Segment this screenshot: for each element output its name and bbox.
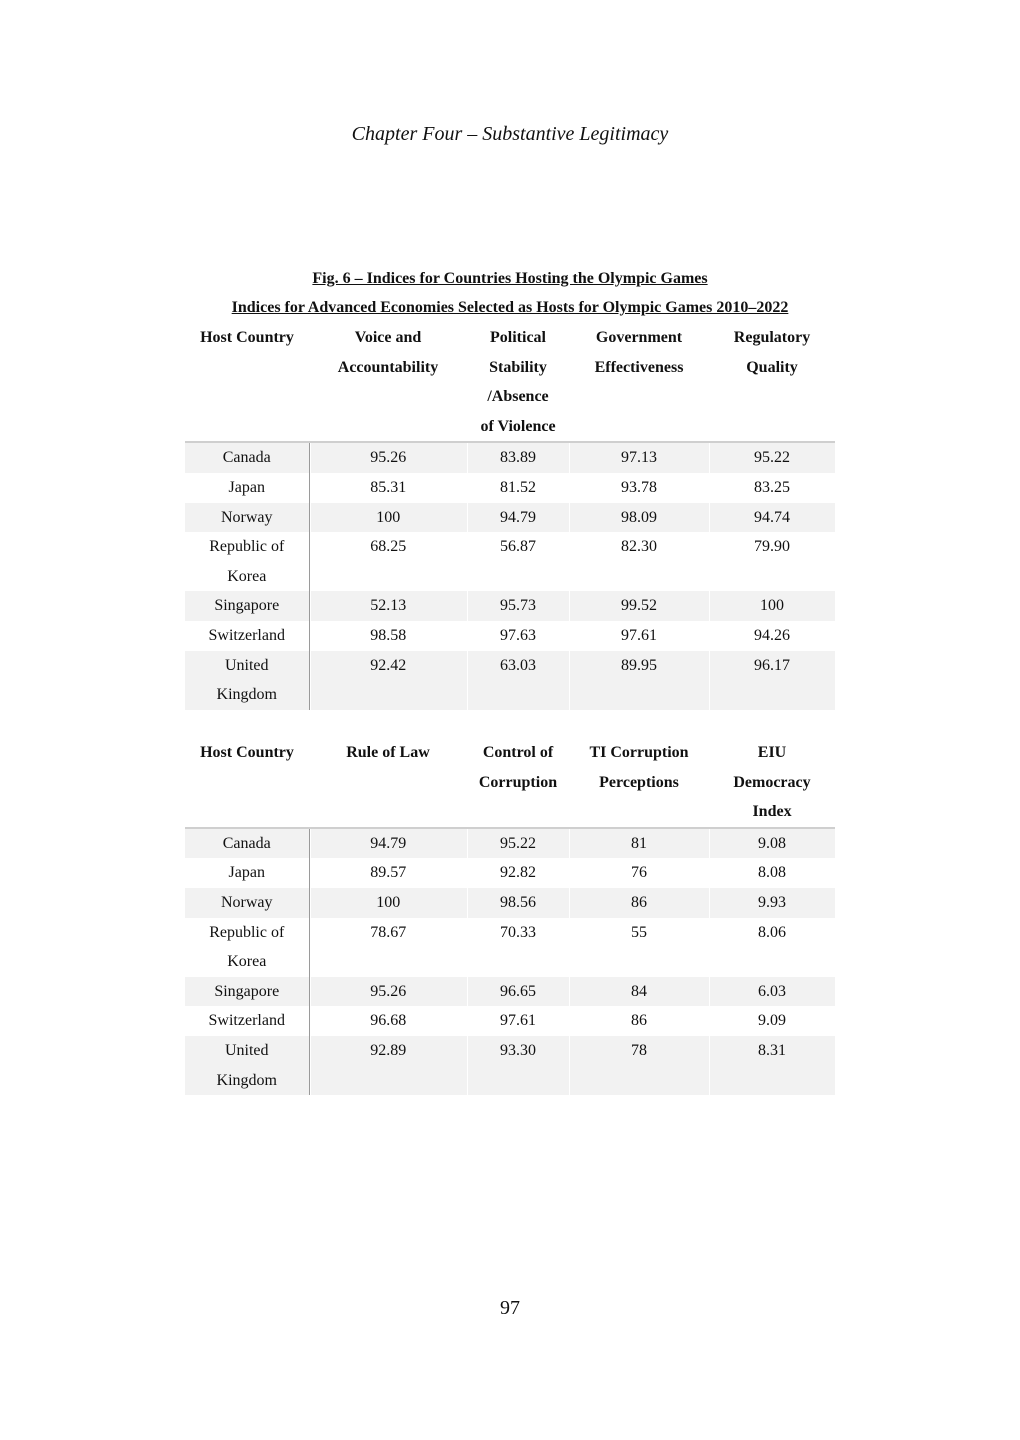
country-name-line: Korea [227,953,267,971]
column-header [709,323,835,442]
value-cell: 83.25 [754,478,790,496]
table-row [185,858,835,888]
country-cell [185,918,309,977]
value-cell: 95.73 [467,591,569,621]
column-header-line: Effectiveness [594,358,684,376]
value-cell: 9.08 [709,828,835,859]
value-cell: 86 [569,888,709,918]
value-cell: 78.67 [370,923,407,941]
column-header-line: Democracy [733,773,811,791]
country-cell [185,858,309,888]
country-name-line: Kingdom [216,686,277,704]
column-header [309,323,467,442]
value-cell: 85.31 [370,478,407,496]
value-cell: 94.79 [467,503,569,533]
value-cell: 56.87 [500,538,536,556]
country-cell [185,1036,309,1095]
table-row [185,503,835,533]
country-cell [185,473,309,503]
table-row [185,651,835,710]
column-header-line: Political [490,329,546,346]
value-cell: 92.82 [500,864,536,882]
value-cell: 95.22 [467,828,569,859]
value-cell: 52.13 [309,591,467,621]
country-name-line: Switzerland [208,1012,285,1030]
column-header-line: Stability [489,358,547,376]
value-cell: 84 [569,977,709,1007]
value-cell: 98.58 [370,626,407,644]
column-header-line: of Violence [480,417,556,435]
country-name-line: Norway [220,508,273,526]
country-name-line: Kingdom [216,1071,277,1089]
value-cell: 95.26 [309,442,467,473]
page-number: 97 [500,1297,520,1319]
value-cell: 78 [569,1036,709,1095]
header-row [185,323,835,442]
value-cell: 95.22 [709,442,835,473]
value-cell: 8.06 [758,923,786,941]
indices-table-1 [185,323,835,710]
column-header-line: Government [595,329,683,346]
figure-title: Fig. 6 – Indices for Countries Hosting the Olympic Games [312,270,708,287]
value-cell: 9.09 [758,1012,786,1030]
value-cell: 89.95 [569,651,709,710]
table-body [185,828,835,1095]
country-name-line: Canada [222,834,271,852]
value-cell: 100 [709,591,835,621]
value-cell: 81.52 [500,478,536,496]
country-cell [185,532,309,591]
column-header-line: Corruption [478,773,558,791]
value-cell: 9.93 [709,888,835,918]
value-cell: 96.17 [709,651,835,710]
column-header-line: /Absence [487,388,549,406]
value-cell: 95.26 [309,977,467,1007]
header-row [185,738,835,828]
country-cell [185,591,309,621]
value-cell: 79.90 [754,538,790,556]
figure-subtitle: Indices for Advanced Economies Selected as Hosts for Olympic Games 2010–2022 [231,299,789,316]
table-row [185,1006,835,1036]
column-header-line: TI Corruption [589,744,689,761]
country-cell [185,888,309,918]
column-header [309,738,467,828]
column-header-line: Quality [746,358,798,376]
country-name-line: United [224,1041,269,1059]
country-name-line: United [224,656,269,674]
value-cell: 6.03 [709,977,835,1007]
table-row [185,918,835,977]
value-cell: 94.79 [309,828,467,859]
column-header-line: Regulatory [733,329,811,346]
value-cell: 94.26 [754,626,790,644]
column-header-line: EIU [757,744,787,761]
value-cell: 94.74 [709,503,835,533]
country-cell [185,651,309,710]
country-cell [185,828,309,859]
value-cell: 93.78 [621,478,657,496]
column-header-line: Voice and [354,329,422,346]
column-header [709,738,835,828]
value-cell: 68.25 [370,538,407,556]
country-cell [185,442,309,473]
column-header [185,323,309,442]
value-cell: 86 [631,1012,647,1030]
value-cell: 97.13 [569,442,709,473]
country-name-line: Switzerland [208,626,285,644]
table-row [185,828,835,859]
column-header-line: Rule of Law [346,744,430,761]
value-cell: 100 [309,503,467,533]
column-header-line: Host Country [200,329,294,346]
value-cell: 70.33 [500,923,536,941]
value-cell: 93.30 [467,1036,569,1095]
table-row [185,532,835,591]
value-cell: 55 [631,923,647,941]
country-name-line: Singapore [214,982,280,1000]
value-cell: 82.30 [621,538,657,556]
value-cell: 100 [309,888,467,918]
value-cell: 76 [631,864,647,882]
table-row [185,1036,835,1095]
column-header-line: Control of [482,744,554,761]
table-header [185,323,835,442]
value-cell: 8.31 [709,1036,835,1095]
table-row [185,888,835,918]
country-name-line: Japan [228,864,265,882]
value-cell: 99.52 [569,591,709,621]
country-cell [185,503,309,533]
country-name-line: Republic of [209,923,285,941]
value-cell: 97.63 [500,626,536,644]
indices-table-2 [185,738,835,1095]
country-cell [185,977,309,1007]
country-name-line: Korea [227,567,267,585]
value-cell: 96.65 [467,977,569,1007]
column-header [467,323,569,442]
table-row [185,591,835,621]
table-row [185,977,835,1007]
value-cell: 92.42 [309,651,467,710]
column-header-line: Index [752,803,792,821]
country-name-line: Singapore [214,597,280,615]
column-header-line: Accountability [337,358,439,376]
value-cell: 98.09 [569,503,709,533]
value-cell: 8.08 [758,864,786,882]
value-cell: 98.56 [467,888,569,918]
value-cell: 83.89 [467,442,569,473]
value-cell: 92.89 [309,1036,467,1095]
table-row [185,621,835,651]
column-header [569,323,709,442]
table-row [185,442,835,473]
column-header [185,738,309,828]
country-name-line: Norway [220,893,273,911]
country-name-line: Republic of [209,538,285,556]
column-header-line: Host Country [200,744,294,761]
table-body [185,442,835,709]
country-name-line: Japan [228,478,265,496]
value-cell: 96.68 [370,1012,407,1030]
country-cell [185,1006,309,1036]
country-cell [185,621,309,651]
column-header [569,738,709,828]
value-cell: 89.57 [370,864,407,882]
running-header: Chapter Four – Substantive Legitimacy [351,123,669,145]
table-row [185,473,835,503]
table-header [185,738,835,828]
column-header-line: Perceptions [599,773,679,791]
value-cell: 97.61 [621,626,657,644]
value-cell: 97.61 [500,1012,536,1030]
column-header [467,738,569,828]
value-cell: 63.03 [467,651,569,710]
value-cell: 81 [569,828,709,859]
country-name-line: Canada [222,449,271,467]
